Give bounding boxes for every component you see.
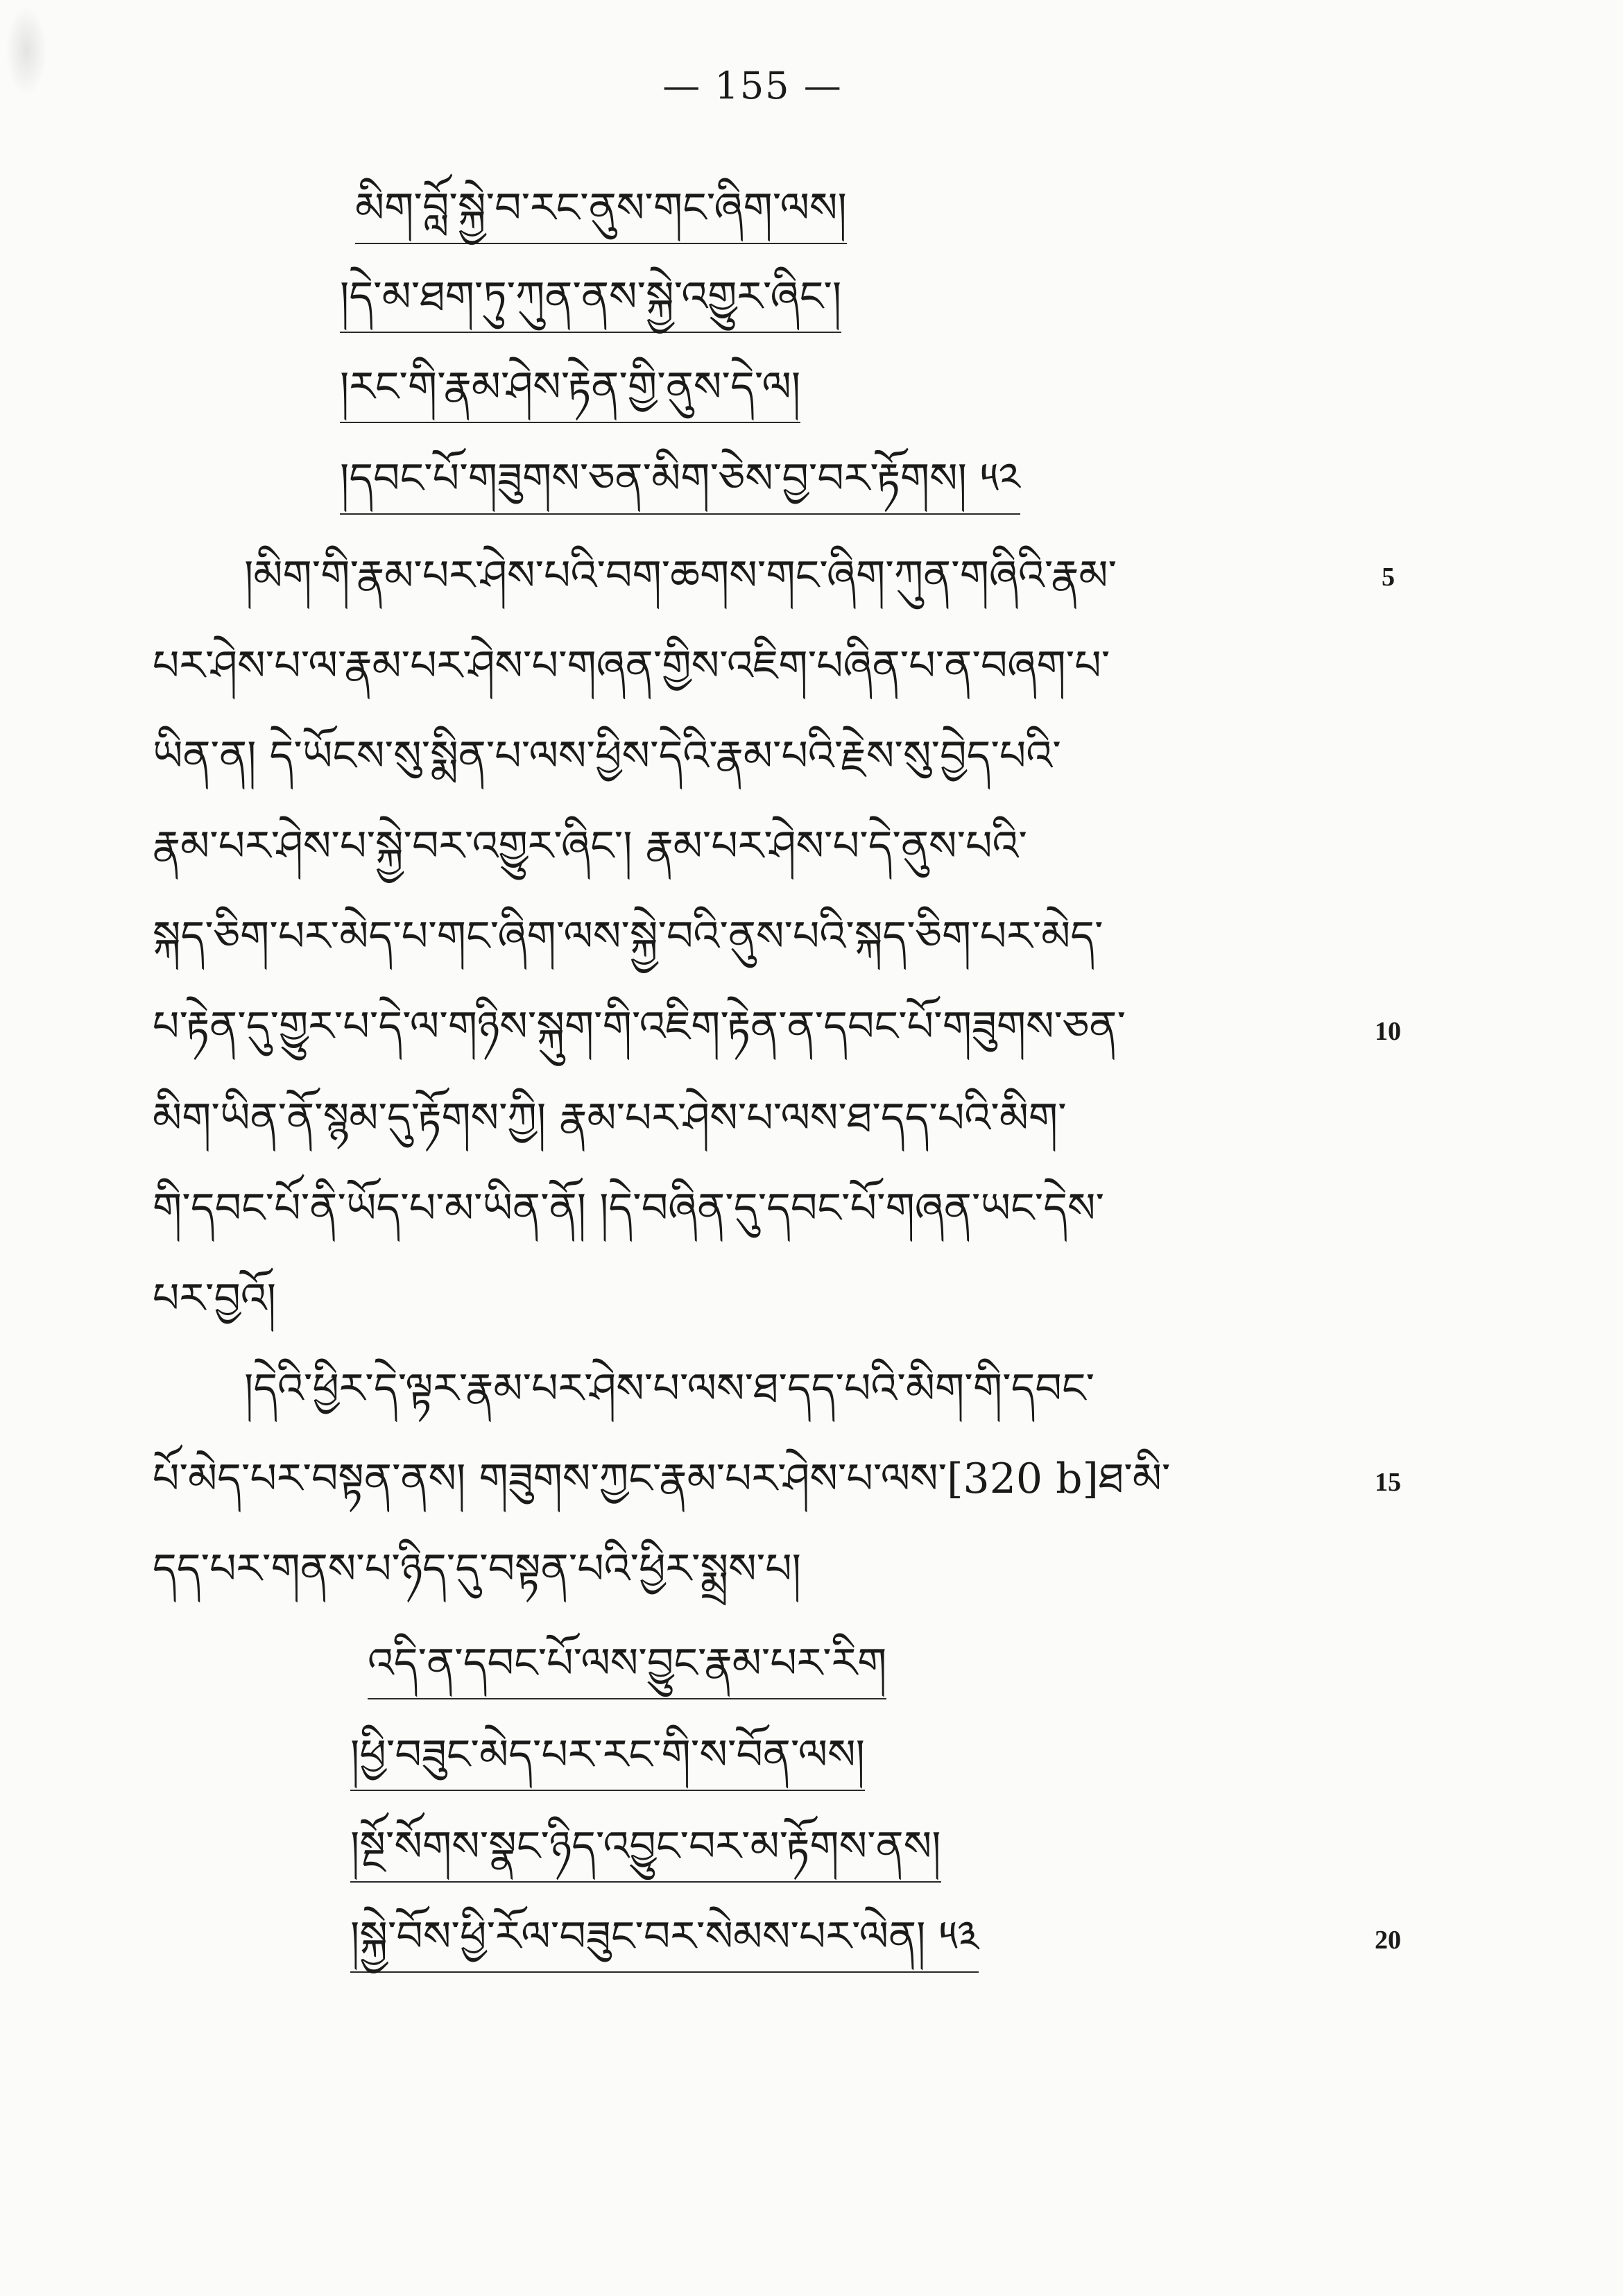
prose-2-line-3: དད་པར་གནས་པ་ཉིད་དུ་བསྟན་པའི་ཕྱིར་སྨྲས་པ། bbox=[153, 1545, 801, 1593]
prose-2-line-1: །དེའི་ཕྱིར་དེ་ལྟར་རྣམ་པར་ཤེས་པ་ལས་ཐ་དད་པའི་མིག་གི་དབང་ bbox=[244, 1364, 1095, 1413]
prose-1-line-7: མིག་ཡིན་ནོ་སྙམ་དུ་རྟོགས་ཀྱི། རྣམ་པར་ཤེས་པ་ལས་ཐ་དད་པའི་མིག་ bbox=[153, 1094, 1067, 1142]
prose-1-line-4: རྣམ་པར་ཤེས་པ་སྐྱེ་བར་འགྱུར་ཞིང་། རྣམ་པར་ཤེས་པ་དེ་ནུས་པའི་ bbox=[153, 822, 1028, 871]
prose-1-line-9: པར་བྱའོ། bbox=[153, 1274, 277, 1323]
prose-1-line-5: སྐད་ཅིག་པར་མེད་པ་གང་ཞིག་ལས་སྐྱེ་བའི་ནུས་པའི་སྐད་ཅིག་པར་མེད་ bbox=[153, 912, 1104, 961]
prose-1-line-2: པར་ཤེས་པ་ལ་རྣམ་པར་ཤེས་པ་གཞན་གྱིས་འཇིག་པཞིན་པ་ན་བཞག་པ་ bbox=[153, 642, 1110, 690]
margin-line-number-5: 5 bbox=[1382, 563, 1395, 592]
prose-1-line-8: གི་དབང་པོ་ནི་ཡོད་པ་མ་ཡིན་ནོ། །དེ་བཞིན་དུ་དབང་པོ་གཞན་ཡང་དེས་ bbox=[153, 1184, 1105, 1233]
verse-2-line-4: །སྐྱེ་བོས་ཕྱི་རོལ་བཟུང་བར་སེམས་པར་ལེན། ༥༣ bbox=[350, 1916, 979, 1973]
prose-1-line-3: ཡིན་ན། དེ་ཡོངས་སུ་སྨིན་པ་ལས་ཕྱིས་དེའི་རྣམ་པའི་རྗེས་སུ་བྱེད་པའི་ bbox=[153, 732, 1061, 780]
margin-line-number-20: 20 bbox=[1375, 1926, 1401, 1955]
verse-1-line-4: །དབང་པོ་གཟུགས་ཅན་མིག་ཅེས་བྱ་བར་རྟོགས། ༥༢ bbox=[340, 458, 1020, 515]
page-number: — 155 — bbox=[662, 64, 843, 108]
verse-1-line-1: མིག་བློ་སྐྱེ་བ་རང་ནུས་གང་ཞིག་ལས། bbox=[355, 187, 847, 244]
prose-1-line-6: པ་རྟེན་དུ་གྱུར་པ་དེ་ལ་གཉིས་སྐུག་གི་འཇིག་རྟེན་ན་དབང་པོ་གཟུགས་ཅན་ bbox=[153, 1002, 1126, 1051]
margin-line-number-10: 10 bbox=[1375, 1017, 1401, 1046]
prose-1-line-1: །མིག་གི་རྣམ་པར་ཤེས་པའི་བག་ཆགས་གང་ཞིག་ཀུན་གཞིའི་རྣམ་ bbox=[244, 551, 1117, 600]
margin-line-number-15: 15 bbox=[1375, 1468, 1401, 1497]
verse-2-line-3: །སྔོ་སོགས་སྣང་ཉིད་འབྱུང་བར་མ་རྟོགས་ནས། bbox=[350, 1826, 941, 1883]
verse-2-line-1: འདི་ན་དབང་པོ་ལས་བྱུང་རྣམ་པར་རིག bbox=[368, 1643, 886, 1699]
verse-2-line-2: །ཕྱི་བཟུང་མེད་པར་རང་གི་ས་བོན་ལས། bbox=[350, 1734, 865, 1791]
verse-1-line-3: །རང་གི་རྣམ་ཤེས་རྟེན་གྱི་ནུས་དེ་ལ། bbox=[340, 366, 800, 423]
verse-1-line-2: །དེ་མ་ཐག་ཏུ་ཀུན་ནས་སྐྱེ་འགྱུར་ཞིང་། bbox=[340, 276, 841, 333]
prose-2-line-2: པོ་མེད་པར་བསྟན་ནས། གཟུགས་ཀྱང་རྣམ་པར་ཤེས་པ་ལས་[320 b]ཐ་མི་ bbox=[153, 1455, 1171, 1503]
